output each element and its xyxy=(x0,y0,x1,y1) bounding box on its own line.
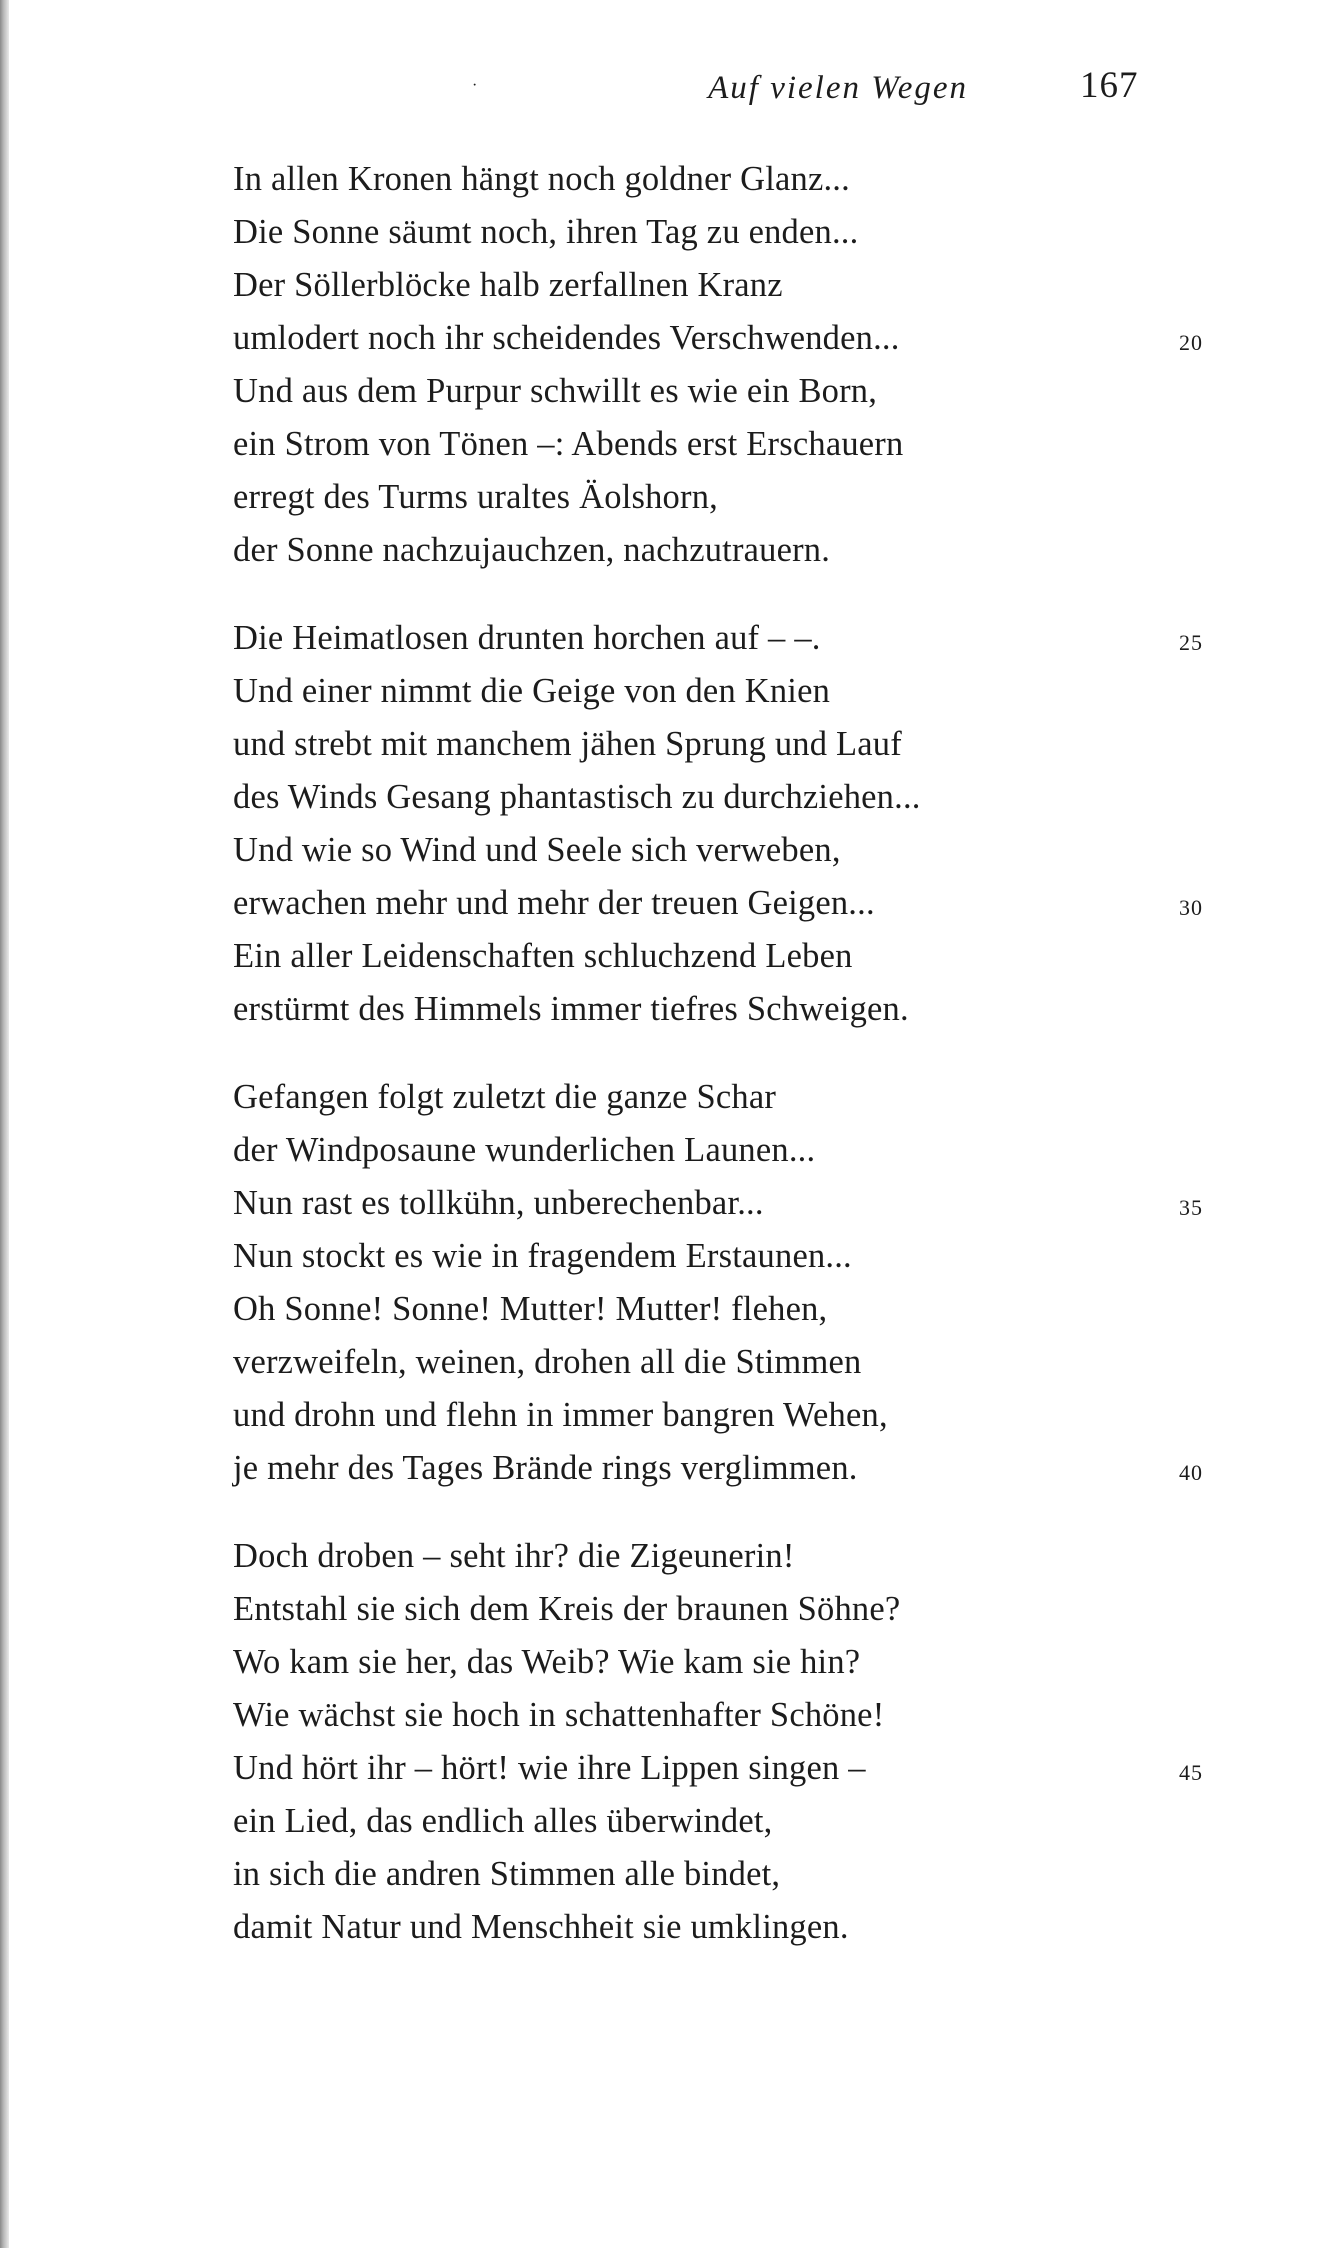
printer-mark: · xyxy=(472,77,478,94)
poem-line-text: Die Heimatlosen drunten horchen auf – –. xyxy=(233,619,821,657)
poem-line xyxy=(233,771,1213,824)
poem-line xyxy=(233,1389,1213,1442)
line-number: 40 xyxy=(1179,1460,1203,1485)
poem-line xyxy=(233,1230,1213,1283)
poem-line-text: Und aus dem Purpur schwillt es wie ein Born, xyxy=(233,372,878,410)
poem-line xyxy=(233,612,1213,665)
poem-line-text: Und einer nimmt die Geige von den Knien xyxy=(233,672,831,710)
poem-line xyxy=(233,1283,1213,1336)
poem-line-text: verzweifeln, weinen, drohen all die Stimmen xyxy=(233,1343,862,1381)
poem-line xyxy=(233,1071,1213,1124)
poem-line-text: Oh Sonne! Sonne! Mutter! Mutter! flehen, xyxy=(233,1290,828,1328)
poem-line xyxy=(233,259,1213,312)
poem-line-text: Doch droben – seht ihr? die Zigeunerin! xyxy=(233,1537,795,1575)
poem-line xyxy=(233,206,1213,259)
line-number: 25 xyxy=(1179,630,1203,655)
poem-line xyxy=(233,1583,1213,1636)
poem-line xyxy=(233,471,1213,524)
poem-line-text: und drohn und flehn in immer bangren Wehen, xyxy=(233,1396,888,1434)
poem-line-text: in sich die andren Stimmen alle bindet, xyxy=(233,1855,781,1893)
poem-line-text: damit Natur und Menschheit sie umklingen. xyxy=(233,1908,849,1946)
poem-line-text: der Windposaune wunderlichen Launen... xyxy=(233,1131,816,1169)
line-number: 35 xyxy=(1179,1195,1203,1220)
poem-line xyxy=(233,1336,1213,1389)
page-spine-edge xyxy=(0,0,9,2248)
poem-line xyxy=(233,1689,1213,1742)
poem-line xyxy=(233,524,1213,577)
poem-line-text: Ein aller Leidenschaften schluchzend Leben xyxy=(233,937,853,975)
poem-line xyxy=(233,1742,1213,1795)
stanza xyxy=(233,1071,1213,1495)
poem-line xyxy=(233,418,1213,471)
poem-line-text: ein Strom von Tönen –: Abends erst Erschauern xyxy=(233,425,904,463)
line-number: 30 xyxy=(1179,895,1203,920)
poem-line-text: erstürmt des Himmels immer tiefres Schweigen. xyxy=(233,990,909,1028)
poem-line-text: Die Sonne säumt noch, ihren Tag zu enden... xyxy=(233,213,859,251)
poem-line xyxy=(233,1177,1213,1230)
poem-line-text: Entstahl sie sich dem Kreis der braunen Söhne? xyxy=(233,1590,901,1628)
poem-line-text: Nun stockt es wie in fragendem Erstaunen... xyxy=(233,1237,852,1275)
page-number: 167 xyxy=(1080,65,1139,106)
line-number: 20 xyxy=(1179,330,1203,355)
poem-line-text: ein Lied, das endlich alles überwindet, xyxy=(233,1802,773,1840)
poem-line-text: Nun rast es tollkühn, unberechenbar... xyxy=(233,1184,764,1222)
poem-line-text: des Winds Gesang phantastisch zu durchziehen... xyxy=(233,778,921,816)
poem-line xyxy=(233,983,1213,1036)
poem-line xyxy=(233,930,1213,983)
poem-line xyxy=(233,1530,1213,1583)
poem-line xyxy=(233,153,1213,206)
poem-line xyxy=(233,824,1213,877)
stanza xyxy=(233,612,1213,1036)
poem-line xyxy=(233,365,1213,418)
poem-line xyxy=(233,1636,1213,1689)
poem-line-text: Gefangen folgt zuletzt die ganze Schar xyxy=(233,1078,777,1116)
poem-line xyxy=(233,718,1213,771)
stanza xyxy=(233,1530,1213,1954)
poem-line xyxy=(233,1442,1213,1495)
poem-line-text: Wo kam sie her, das Weib? Wie kam sie hin? xyxy=(233,1643,861,1681)
poem-line xyxy=(233,1795,1213,1848)
stanza xyxy=(233,153,1213,577)
poem-line-text: erwachen mehr und mehr der treuen Geigen... xyxy=(233,884,875,922)
poem-line xyxy=(233,665,1213,718)
line-number: 45 xyxy=(1179,1760,1203,1785)
poem-line-text: Und wie so Wind und Seele sich verweben, xyxy=(233,831,841,869)
poem-line-text: Der Söllerblöcke halb zerfallnen Kranz xyxy=(233,266,783,304)
poem-line xyxy=(233,1124,1213,1177)
poem-line xyxy=(233,877,1213,930)
poem-line-text: In allen Kronen hängt noch goldner Glanz... xyxy=(233,160,850,198)
poem-line xyxy=(233,1848,1213,1901)
running-title: Auf vielen Wegen xyxy=(708,70,968,106)
poem-line-text: je mehr des Tages Brände rings verglimmen. xyxy=(233,1449,858,1487)
poem-line-text: Und hört ihr – hört! wie ihre Lippen singen – xyxy=(233,1749,866,1787)
poem-line-text: erregt des Turms uraltes Äolshorn, xyxy=(233,478,718,516)
poem-line-text: der Sonne nachzujauchzen, nachzutrauern. xyxy=(233,531,831,569)
poem-line-text: umlodert noch ihr scheidendes Verschwenden... xyxy=(233,319,900,357)
poem-line-text: und strebt mit manchem jähen Sprung und Lauf xyxy=(233,725,902,763)
poem-line-text: Wie wächst sie hoch in schattenhafter Schöne! xyxy=(233,1696,885,1734)
poem-line xyxy=(233,1901,1213,1954)
poem-line xyxy=(233,312,1213,365)
poem-body xyxy=(233,153,1213,1989)
